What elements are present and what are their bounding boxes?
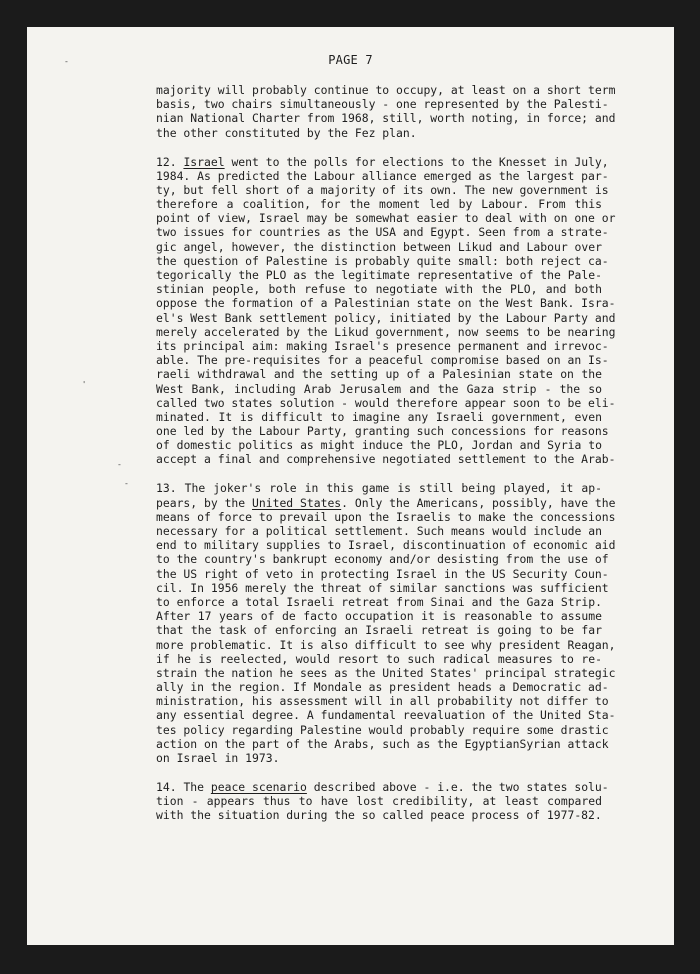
- text-line: tion - appears thus to have lost credibility, at least compared: [156, 794, 602, 809]
- text-line: to the country's bankrupt economy and/or desisting from the use of: [156, 552, 609, 567]
- text-line: ally in the region. If Mondale as president heads a Democratic ad-: [156, 680, 609, 695]
- text-line: able. The pre-requisites for a peaceful compromise based on an Is-: [156, 353, 609, 368]
- paragraph-continuation: [156, 83, 616, 140]
- text-line: means of force to prevail upon the Israelis to make the concessions: [156, 509, 616, 524]
- text-line: its principal aim: making Israel's presence permanent and irrevoc-: [156, 338, 609, 353]
- text-line: cil. In 1956 merely the threat of similar sanctions was sufficient: [156, 580, 609, 595]
- text-line: two issues for countries as the USA and Egypt. Seen from a strate-: [156, 225, 609, 240]
- text-line: end to military supplies to Israel, discontinuation of economic aid: [156, 538, 616, 553]
- text-line: merely accelerated by the Likud government, now seems to be nearing: [156, 324, 616, 339]
- text-line: with the situation during the so called peace process of 1977-82.: [156, 808, 602, 823]
- text-line: of domestic politics as might induce the PLO, Jordan and Syria to: [156, 438, 602, 453]
- text-line: 1984. As predicted the Labour alliance emerged as the largest par-: [156, 168, 609, 183]
- text-line: accept a final and comprehensive negotiated settlement to the Arab-: [156, 452, 616, 467]
- margin-speck: -: [118, 460, 121, 469]
- paragraph-12: [156, 154, 616, 467]
- text-line: stinian people, both refuse to negotiate with the PLO, and both: [156, 282, 602, 297]
- paragraph-subject: Israel: [183, 154, 225, 169]
- text-line: that the task of enforcing an Israeli retreat is going to be far: [156, 623, 602, 638]
- text-line: on Israel in 1973.: [156, 751, 280, 766]
- text-line: gic angel, however, the distinction between Likud and Labour over: [156, 239, 602, 254]
- text-line: tegorically the PLO as the legitimate representative of the Pale-: [156, 268, 602, 283]
- text-line: therefore a coalition, for the moment led by Labour. From this: [156, 197, 602, 212]
- text-line: if he is reelected, would resort to such radical measures to re-: [156, 651, 602, 666]
- paragraph-14: [156, 780, 609, 823]
- text-line: [156, 154, 609, 169]
- margin-speck: ': [83, 380, 86, 389]
- text-line: the other constituted by the Fez plan.: [156, 125, 417, 140]
- text-line: raeli withdrawal and the setting up of a Palesinian state on the: [156, 367, 602, 382]
- text-line: one led by the Labour Party, granting such concessions for reasons: [156, 424, 609, 439]
- text-line: [156, 495, 616, 510]
- text-run: . Only the Americans, possibly, have the: [341, 495, 616, 510]
- text-line: the US right of veto in protecting Israel in the US Security Coun-: [156, 566, 609, 581]
- body-text: [156, 83, 616, 823]
- paragraph-number: 13.: [156, 481, 177, 496]
- text-line: ty, but fell short of a majority of its own. The new government is: [156, 182, 609, 197]
- text-run: described above - i.e. the two states solu-: [306, 780, 609, 795]
- text-run: went to the polls for elections to the Knesset in July,: [224, 154, 609, 169]
- document-page: [27, 27, 674, 945]
- text-line: necessary for a political settlement. Such means would include an: [156, 524, 602, 539]
- text-line: tes policy regarding Palestine would probably require some drastic: [156, 722, 609, 737]
- text-line: minated. It is difficult to imagine any Israeli government, even: [156, 409, 602, 424]
- margin-speck: -: [125, 479, 128, 488]
- text-line: After 17 years of de facto occupation it is reasonable to assume: [156, 609, 602, 624]
- text-line: called two states solution - would therefore appear soon to be eli-: [156, 395, 616, 410]
- text-line: ministration, his assessment will in all probability not differ to: [156, 694, 609, 709]
- page-number: PAGE 7: [328, 53, 373, 67]
- text-line: point of view, Israel may be somewhat easier to deal with on one or: [156, 211, 616, 226]
- text-line: el's West Bank settlement policy, initiated by the Labour Party and: [156, 310, 616, 325]
- margin-speck: -: [65, 57, 68, 66]
- text-line: basis, two chairs simultaneously - one represented by the Palesti-: [156, 97, 609, 112]
- text-line: nian National Charter from 1968, still, worth noting, in force; and: [156, 111, 616, 126]
- text-line: oppose the formation of a Palestinian state on the West Bank. Isra-: [156, 296, 616, 311]
- text-line: the question of Palestine is probably quite small: both reject ca-: [156, 253, 609, 268]
- text-line: more problematic. It is also difficult to see why president Reagan,: [156, 637, 616, 652]
- text-line: West Bank, including Arab Jerusalem and the Gaza strip - the so: [156, 381, 602, 396]
- text-line: [156, 481, 602, 495]
- paragraph-subject: peace scenario: [210, 780, 307, 795]
- text-line: action on the part of the Arabs, such as the EgyptianSyrian attack: [156, 736, 609, 751]
- text-line: to enforce a total Israeli retreat from Sinai and the Gaza Strip.: [156, 594, 602, 609]
- text-run: The joker's role in this game is still being played, it ap-: [184, 481, 603, 496]
- paragraph-number: 12.: [156, 154, 177, 169]
- text-line: majority will probably continue to occupy, at least on a short term: [156, 83, 616, 97]
- text-run: The: [183, 780, 211, 795]
- paragraph-13: [156, 481, 616, 766]
- text-run: pears, by the: [156, 495, 253, 510]
- text-line: strain the nation he sees as the United States' principal strategic: [156, 665, 616, 680]
- text-line: [156, 780, 609, 795]
- text-line: any essential degree. A fundamental reevaluation of the United Sta-: [156, 708, 616, 723]
- paragraph-subject: United States: [252, 495, 342, 510]
- paragraph-number: 14.: [156, 780, 177, 795]
